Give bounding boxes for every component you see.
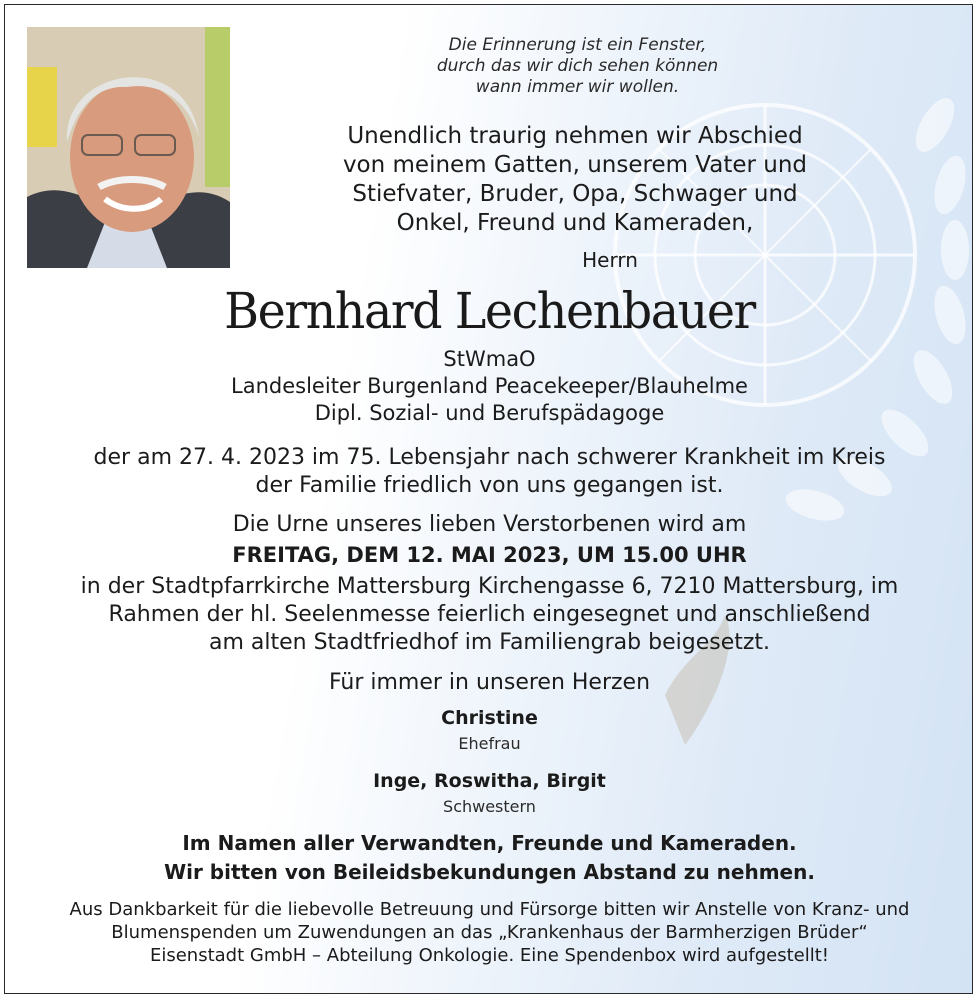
death-notice-line: der Familie friedlich von uns gegangen ist. (255, 473, 724, 498)
deceased-title: Dipl. Sozial- und Berufspädagoge (314, 401, 665, 425)
funeral-line: am alten Stadtfriedhof im Familiengrab beigesetzt. (208, 630, 771, 655)
death-notice-line: der am 27. 4. 2023 im 75. Lebensjahr nach schwerer Krankheit im Kreis (93, 445, 886, 470)
deceased-name: Bernhard Lechenbauer (224, 282, 755, 340)
relative-role: Ehefrau (458, 734, 521, 753)
quote-line: wann immer wir wollen. (475, 77, 680, 97)
quote-line: Die Erinnerung ist ein Fenster, (448, 35, 707, 55)
closing-line: Im Namen aller Verwandten, Freunde und Kameraden. (182, 831, 797, 855)
funeral-line: Rahmen der hl. Seelenmesse feierlich eingesegnet und anschließend (108, 602, 871, 627)
obituary-notice (4, 4, 973, 994)
funeral-line: Die Urne unseres lieben Verstorbenen wird am (232, 512, 747, 537)
salutation: Herrn (582, 248, 638, 272)
intro-line: Onkel, Freund und Kameraden, (396, 210, 754, 236)
intro-line: Unendlich traurig nehmen wir Abschied (347, 123, 803, 149)
relative-role: Schwestern (443, 797, 536, 816)
intro-line: von meinem Gatten, unserem Vater und (342, 152, 808, 178)
deceased-title: Landesleiter Burgenland Peacekeeper/Blauhelme (231, 374, 748, 398)
deceased-title: StWmaO (443, 347, 536, 371)
funeral-date: FREITAG, DEM 12. MAI 2023, UM 15.00 UHR (232, 543, 747, 567)
footer-line: Aus Dankbarkeit für die liebevolle Betreuung und Fürsorge bitten wir Anstelle von Kranz- und (69, 899, 910, 920)
relative-name: Christine (441, 707, 538, 729)
funeral-line: in der Stadtpfarrkirche Mattersburg Kirchengasse 6, 7210 Mattersburg, im (80, 574, 899, 599)
closing-line: Wir bitten von Beileidsbekundungen Abstand zu nehmen. (164, 860, 815, 884)
quote-line: durch das wir dich sehen können (436, 56, 719, 76)
relative-name: Inge, Roswitha, Birgit (373, 770, 606, 792)
portrait-photo (27, 27, 230, 268)
footer-line: Eisenstadt GmbH – Abteilung Onkologie. Eine Spendenbox wird aufgestellt! (149, 945, 830, 966)
forever-line: Für immer in unseren Herzen (328, 670, 651, 695)
intro-line: Stiefvater, Bruder, Opa, Schwager und (352, 181, 798, 207)
footer-line: Blumenspenden um Zuwendungen an das „Krankenhaus der Barmherzigen Brüder“ (111, 922, 868, 943)
